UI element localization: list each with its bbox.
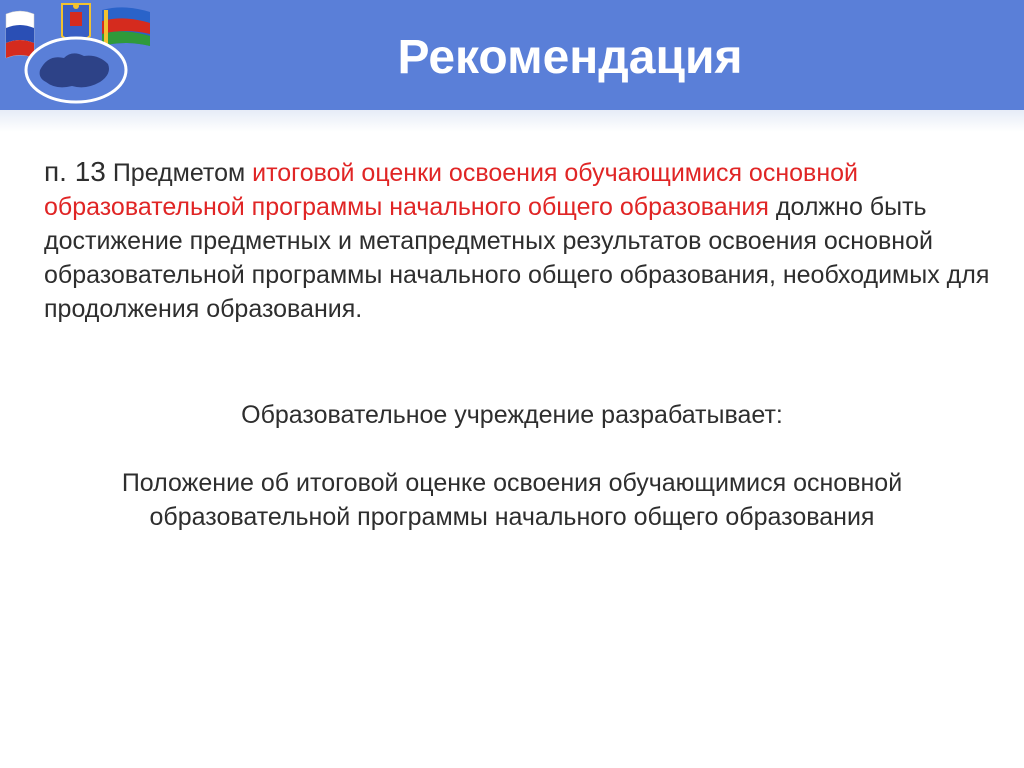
- krasnodar-krai-flags-map-emblem-icon: [0, 0, 170, 110]
- main-paragraph: [44, 155, 994, 326]
- header-bar: [0, 0, 1024, 110]
- paragraph-lead: Предметом: [105, 159, 253, 187]
- paragraph-highlight: итоговой оценки освоения обучающимися основной образовательной программы начального общего образования: [44, 159, 858, 221]
- institution-text: Образовательное учреждение разрабатывает:: [241, 401, 783, 429]
- header-divider: [0, 110, 1024, 132]
- paragraph-rest: должно быть достижение предметных и метапредметных результатов освоения основной образовательной программы начального общего образования, необходимых для продолжения образования.: [44, 193, 990, 323]
- regulation-text: Положение об итоговой оценке освоения обучающимися основной образовательной программы начального общего образования: [121, 469, 903, 531]
- paragraph-number: п. 13: [44, 156, 106, 187]
- page-title: Рекомендация: [397, 31, 743, 84]
